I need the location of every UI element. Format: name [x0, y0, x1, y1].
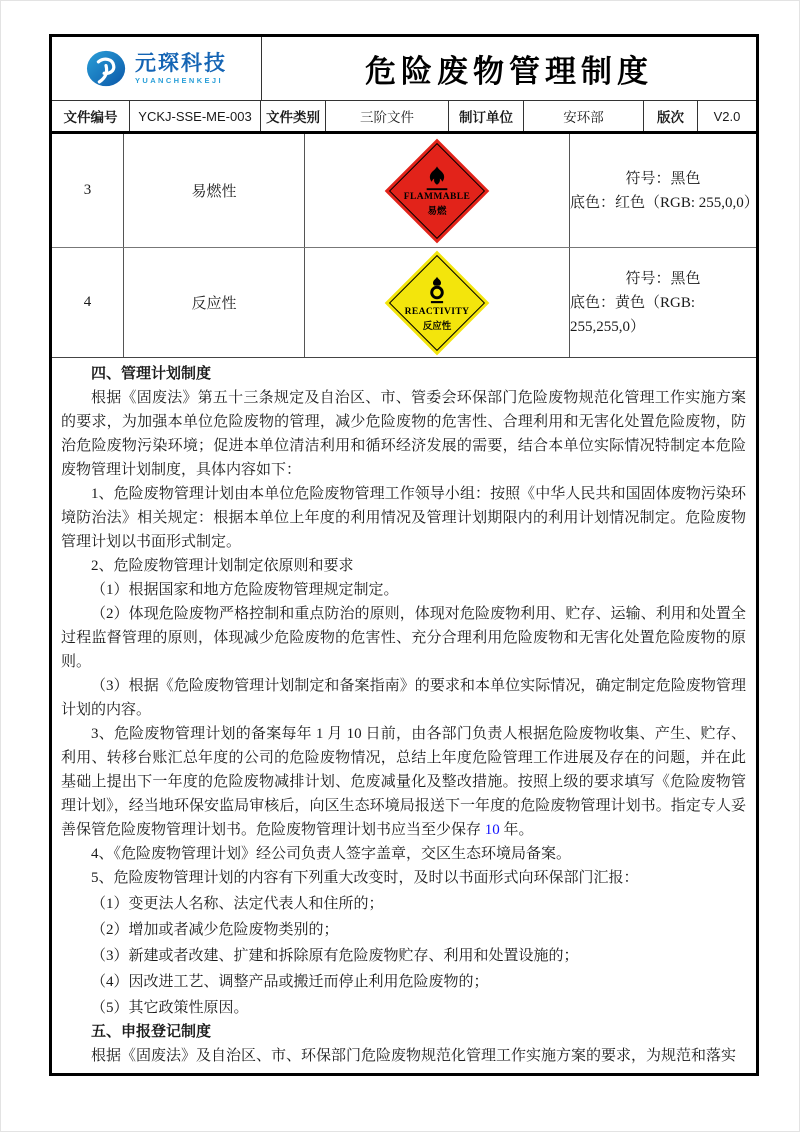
flammable-placard-content	[385, 139, 489, 243]
logo-cell	[52, 37, 262, 100]
paragraph: （2）体现危险废物严格控制和重点防治的原则，体现对危险废物利用、贮存、运输、利用和处置全过程监督管理的原则，体现减少危险废物的危害性、充分合理利用危险废物和无害化处置危险废物的原则。	[61, 606, 746, 670]
meta-value-version: V2.0	[713, 108, 741, 124]
flame-icon	[422, 166, 452, 191]
paragraph: （3）根据《危险废物管理计划制定和备案指南》的要求和本单位实际情况，确定制定危险废物管理计划的内容。	[61, 678, 746, 718]
logo-company-name: 元琛科技	[135, 51, 227, 75]
meta-label-doc-number: 文件编号	[52, 101, 130, 131]
hazard-property-label: 反应性	[124, 248, 305, 357]
symbol-color-line: 符号：黑色	[625, 270, 701, 287]
section-heading-4: 四、管理计划制度	[91, 366, 212, 382]
reactivity-placard	[385, 251, 489, 355]
paragraph: 4、《危险废物管理计划》经公司负责人签字盖章，交区生态环境局备案。	[91, 846, 572, 862]
hazard-symbol-cell	[305, 248, 570, 357]
list-item: （2）增加或者减少危险废物类别的；	[91, 922, 339, 938]
section-heading-5: 五、申报登记制度	[91, 1024, 212, 1040]
meta-value-doc-number: YCKJ-SSE-ME-003	[130, 101, 261, 131]
flammable-placard	[385, 139, 489, 243]
hazard-property-label: 易燃性	[124, 134, 305, 247]
table-row-flammability	[52, 134, 759, 248]
paragraph: 根据《固废法》及自治区、市、环保部门危险废物规范化管理工作实施方案的要求，为规范和落实	[91, 1048, 737, 1064]
placard-text-en: REACTIVITY	[404, 307, 470, 317]
logo-text	[135, 53, 227, 85]
paragraph: 5、危险废物管理计划的内容有下列重大改变时，及时以书面形式向环保部门汇报：	[91, 870, 639, 886]
paragraph: 2、危险废物管理计划制定依原则和要求	[91, 558, 354, 574]
symbol-color-description	[570, 134, 759, 247]
list-item: （1）根据国家和地方危险废物管理规定制定。	[91, 582, 399, 598]
placard-text-cn: 易燃	[427, 207, 447, 217]
row-number: 4	[52, 248, 124, 357]
logo-mark-icon	[86, 49, 128, 88]
document-body	[52, 358, 756, 1073]
meta-value-issuing-unit: 安环部	[524, 101, 644, 131]
placard-text-en: FLAMMABLE	[403, 192, 471, 202]
table-row-reactivity	[52, 248, 756, 358]
hazard-symbol-cell	[305, 134, 570, 247]
paragraph-text: 3、危险废物管理计划的备案每年 1 月 10 日前，由各部门负责人根据危险废物收集、产生、贮存、利用、转移台账汇总年度的公司的危险废物情况，总结上年度危险管理工作进展及存在的问题，并在此基础上提出下一年度的危险废物减排计划、危废减量化及整改措施。按照上级的要求填写《危险废物管理计划》，经当地环保安监局审核后，向区生态环境局报送下一年度的危险废物管理计划书。指定专人妥善保管危险废物管理计划书。危险废物管理计划书应当至少保存	[61, 726, 746, 838]
header-row	[52, 37, 756, 101]
reactivity-placard-content	[385, 251, 489, 355]
background-color-line: 底色：黄色（RGB: 255,255,0）	[570, 294, 696, 335]
row-number: 3	[52, 134, 124, 247]
background-color-line: 底色：红色（RGB: 255,0,0）	[570, 194, 759, 211]
list-item: （4）因改进工艺、调整产品或搬迁而停止利用危险废物的；	[91, 974, 489, 990]
document-title: 危险废物管理制度	[365, 54, 653, 89]
paragraph: 根据《固废法》第五十三条规定及自治区、市、管委会环保部门危险废物规范化管理工作实施方案的要求，为加强本单位危险废物的管理，减少危险废物的危害性、合理利用和无害化处置危险废物，防治危险废物污染环境；促进本单位清洁利用和循环经济发展的需要，结合本单位实际情况特制定本危险废物管理计划制度，具体内容如下：	[61, 390, 746, 478]
meta-label-issuing-unit: 制订单位	[449, 101, 524, 131]
meta-label-version: 版次	[644, 101, 698, 131]
highlighted-number: 10	[484, 822, 500, 838]
list-item: （1）变更法人名称、法定代表人和住所的；	[91, 896, 384, 912]
list-item: （3）新建或者改建、扩建和拆除原有危险废物贮存、利用和处置设施的；	[91, 948, 579, 964]
symbol-color-line: 符号：黑色	[625, 170, 701, 187]
paragraph: 1、危险废物管理计划由本单位危险废物管理工作领导小组：按照《中华人民共和国固体废物污染环境防治法》相关规定：根据本单位上年度的利用情况及管理计划期限内的利用计划情况制定。危险废物管理计划以书面形式制定。	[61, 486, 746, 550]
document-table	[49, 34, 759, 1076]
paragraph-with-highlight	[61, 722, 746, 842]
meta-row	[52, 101, 756, 134]
logo-company-name-en: YUANCHENKEJI	[135, 75, 223, 85]
symbol-color-description	[570, 248, 756, 357]
flame-over-circle-icon	[424, 275, 450, 306]
placard-text-cn: 反应性	[422, 322, 452, 332]
meta-value-doc-category: 三阶文件	[326, 101, 449, 131]
meta-label-doc-category: 文件类别	[261, 101, 326, 131]
paragraph-text: 年。	[499, 822, 534, 838]
list-item: （5）其它政策性原因。	[91, 1000, 249, 1016]
